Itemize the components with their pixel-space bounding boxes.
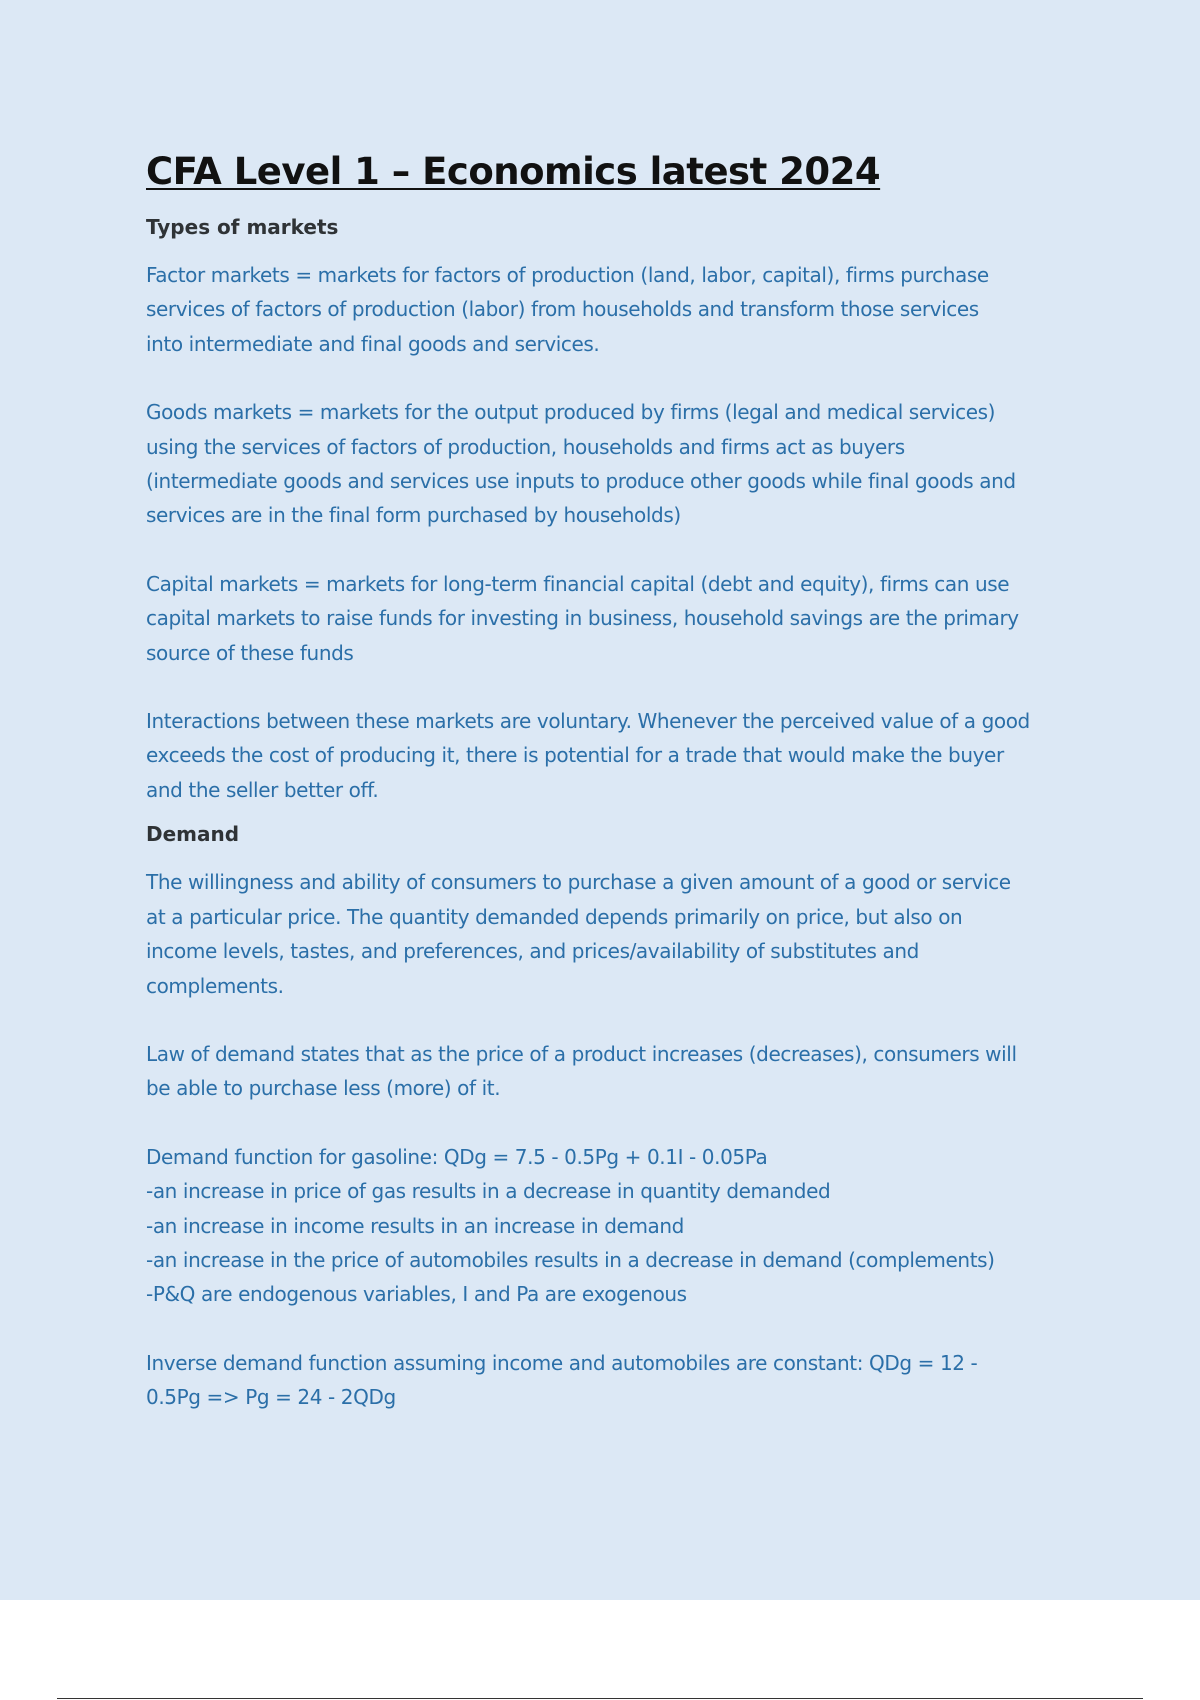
- text-line: income levels, tastes, and preferences, and prices/availability of substitutes and: [146, 939, 919, 964]
- text-line: and the seller better off.: [146, 777, 379, 802]
- paragraph-demand-definition: [146, 865, 1096, 1003]
- text-line: capital markets to raise funds for investing in business, household savings are the primary: [146, 606, 1019, 631]
- text-line: using the services of factors of production, households and firms act as buyers: [146, 434, 905, 459]
- text-line: at a particular price. The quantity demanded depends primarily on price, but also on: [146, 904, 963, 929]
- text-line: services are in the final form purchased by households): [146, 503, 681, 528]
- text-line: services of factors of production (labor) from households and transform those services: [146, 297, 979, 322]
- section-heading-demand: Demand: [146, 822, 240, 847]
- text-line: -an increase in income results in an increase in demand: [146, 1213, 684, 1238]
- text-line: 0.5Pg => Pg = 24 - 2QDg: [146, 1385, 396, 1410]
- text-line: Capital markets = markets for long-term financial capital (debt and equity), firms can use: [146, 571, 1010, 596]
- text-line: Inverse demand function assuming income and automobiles are constant: QDg = 12 -: [146, 1350, 978, 1375]
- text-line: Interactions between these markets are voluntary. Whenever the perceived value of a good: [146, 709, 1030, 734]
- text-line: into intermediate and final goods and services.: [146, 331, 600, 356]
- section-heading-types-of-markets: Types of markets: [146, 215, 339, 239]
- text-line: Factor markets = markets for factors of production (land, labor, capital), firms purchase: [146, 263, 989, 287]
- paragraph-factor-markets: [146, 258, 1096, 361]
- text-line: Goods markets = markets for the output produced by firms (legal and medical services): [146, 400, 996, 425]
- text-line: (intermediate goods and services use inputs to produce other goods while final goods and: [146, 469, 1016, 494]
- text-line: Demand function for gasoline: QDg = 7.5 - 0.5Pg + 0.1I - 0.05Pa: [146, 1144, 768, 1169]
- paragraph-goods-markets: [146, 395, 1096, 533]
- paragraph-capital-markets: [146, 567, 1096, 670]
- text-line: exceeds the cost of producing it, there is potential for a trade that would make the buyer: [146, 743, 1004, 768]
- text-line: The willingness and ability of consumers to purchase a given amount of a good or service: [146, 870, 1011, 895]
- text-line: Law of demand states that as the price of a product increases (decreases), consumers will: [146, 1041, 1017, 1066]
- paragraph-market-interactions: [146, 704, 1096, 807]
- text-line: complements.: [146, 973, 284, 998]
- text-line: -P&Q are endogenous variables, I and Pa are exogenous: [146, 1282, 687, 1307]
- text-line: be able to purchase less (more) of it.: [146, 1076, 501, 1101]
- document-title: CFA Level 1 – Economics latest 2024: [146, 150, 881, 193]
- paragraph-law-of-demand: [146, 1037, 1096, 1106]
- text-line: source of these funds: [146, 640, 354, 665]
- text-line: -an increase in price of gas results in a decrease in quantity demanded: [146, 1179, 831, 1204]
- text-line: -an increase in the price of automobiles results in a decrease in demand (complements): [146, 1247, 995, 1272]
- paragraph-inverse-demand: [146, 1346, 1096, 1415]
- document-body: [146, 146, 1096, 1415]
- footer-divider: [57, 1698, 1143, 1699]
- paragraph-demand-function: [146, 1140, 1096, 1312]
